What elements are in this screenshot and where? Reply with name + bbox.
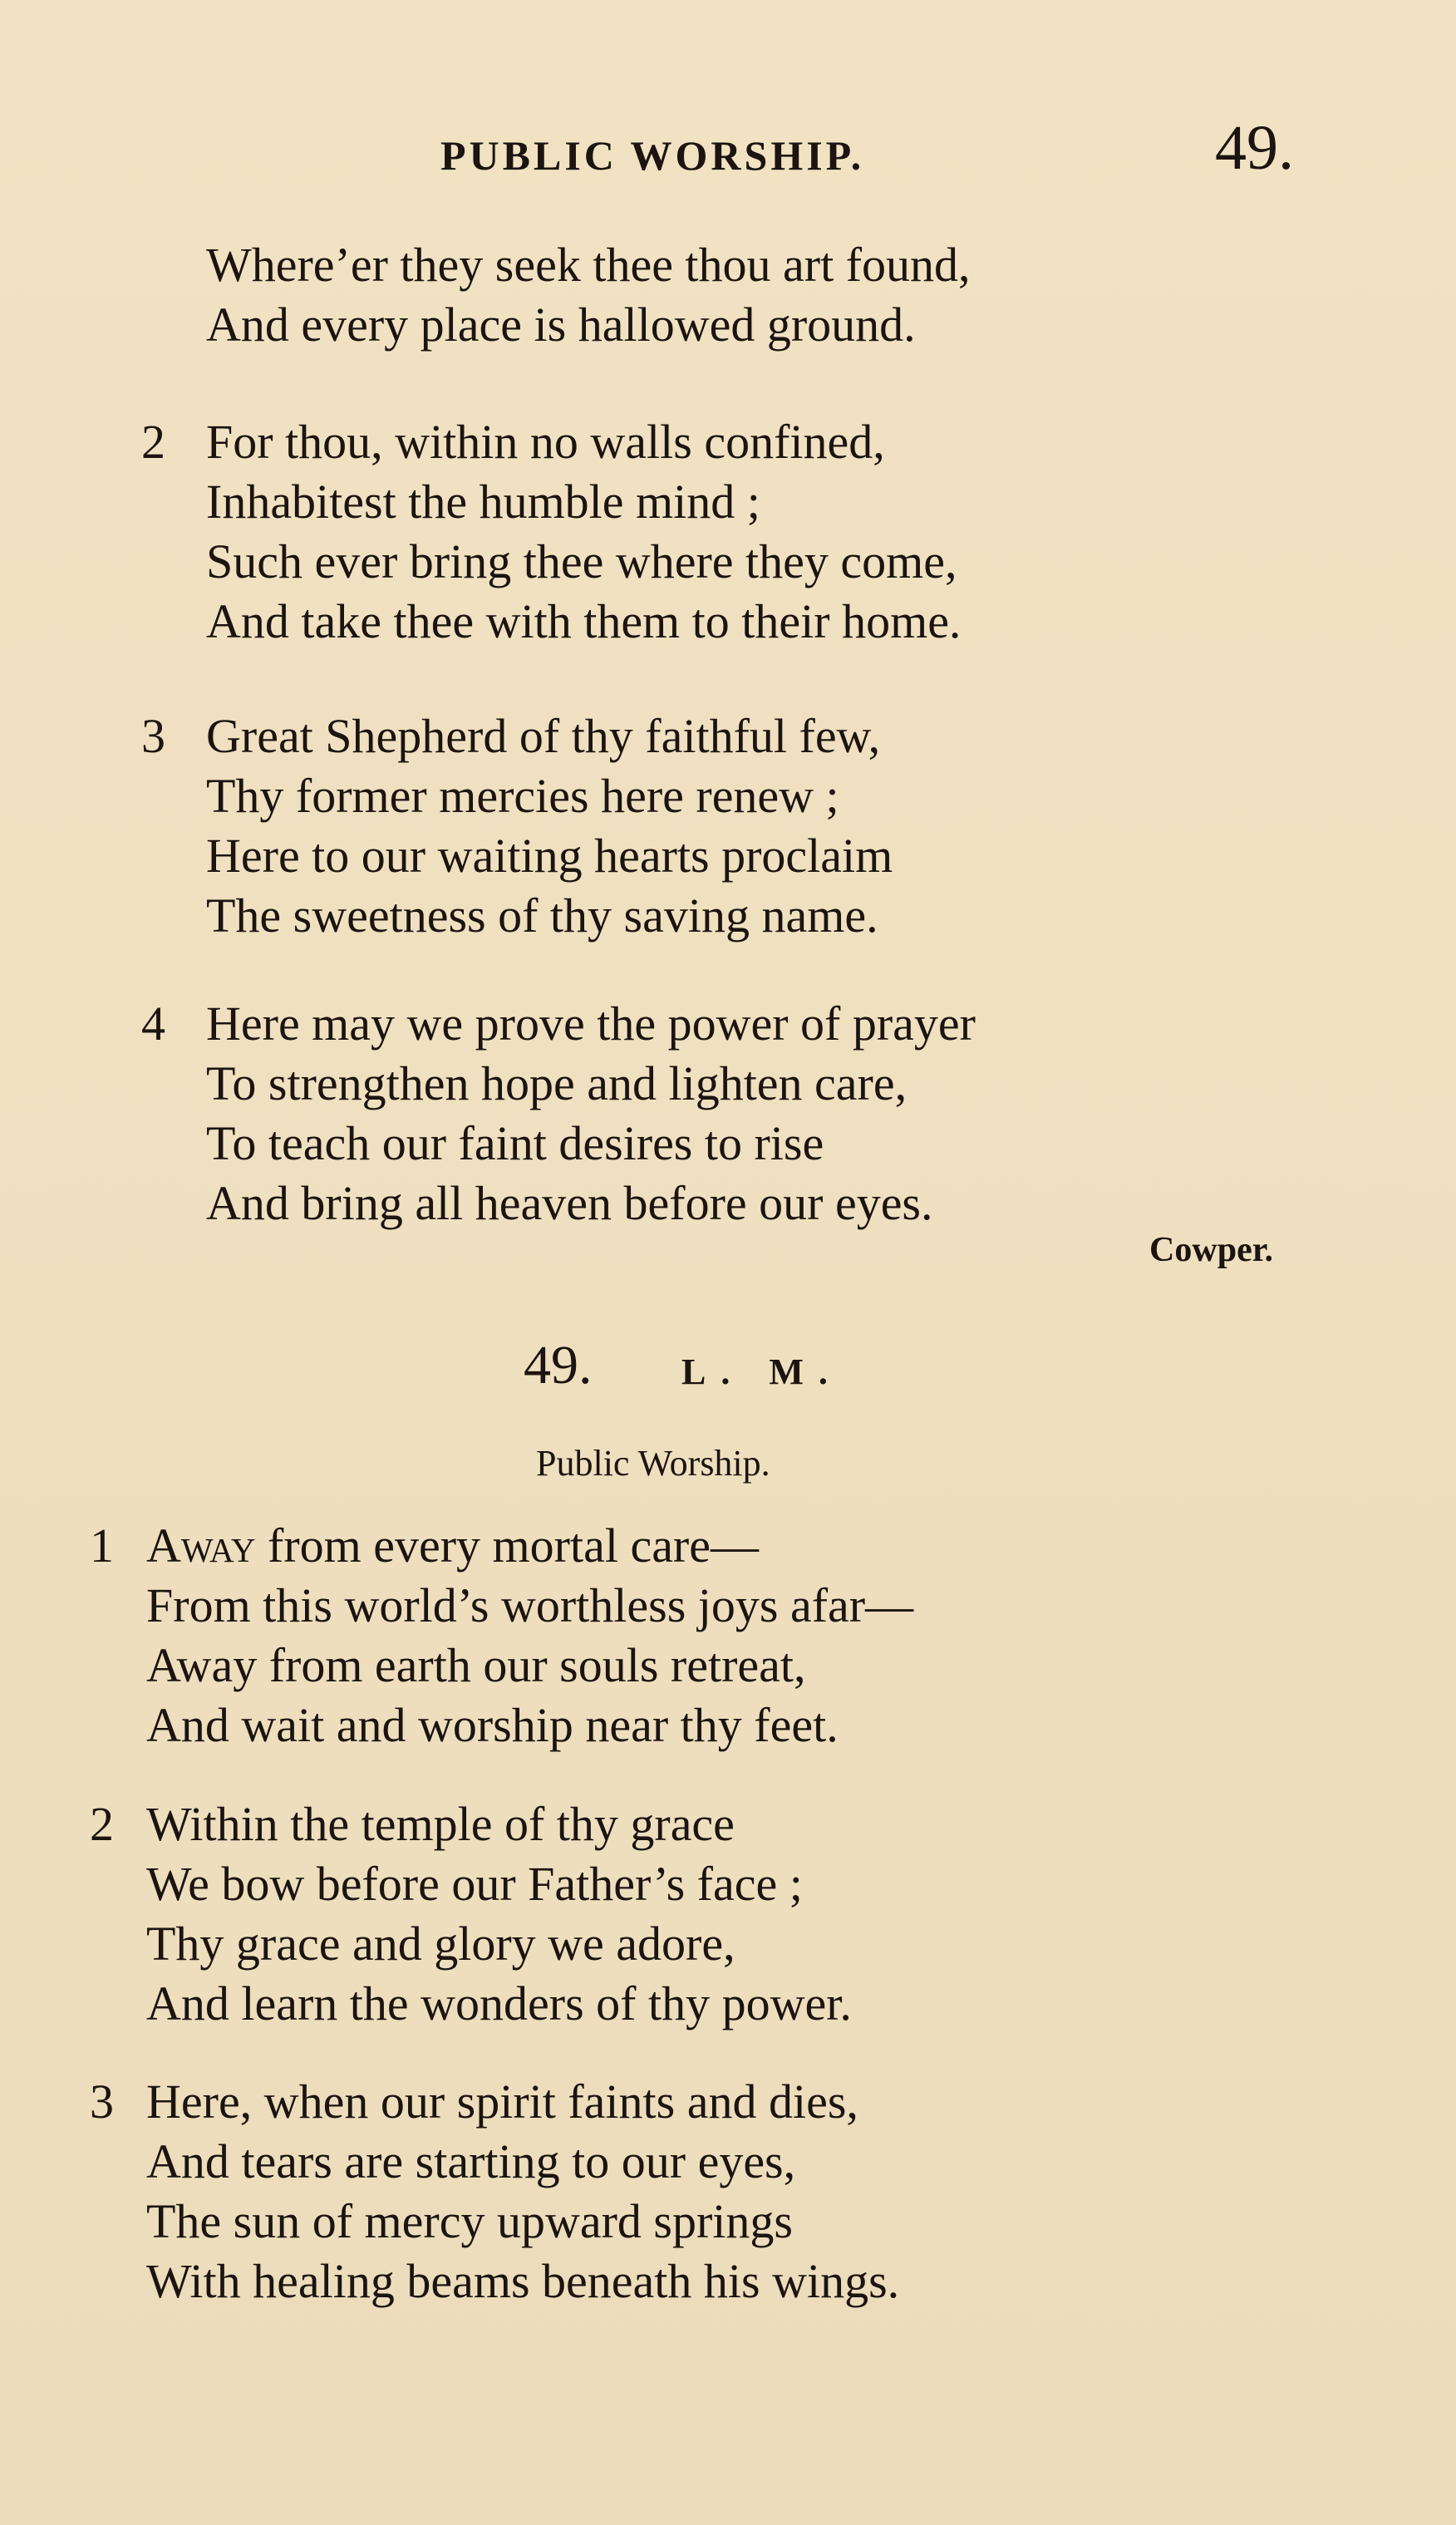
verse-line: The sweetness of thy saving name. [206,888,878,943]
verse-line: Where’er they seek thee thou art found, [206,238,971,292]
verse-number: 2 [90,1797,114,1851]
running-header: PUBLIC WORSHIP. [440,132,865,179]
verse-line: For thou, within no walls confined, [206,415,885,469]
verse-number: 2 [141,415,165,469]
verse-line: And every place is hallowed ground. [206,298,916,352]
first-line-rest: from every mortal care— [255,1518,759,1573]
author-attribution: Cowper. [1149,1231,1273,1269]
verse-line: Inhabitest the humble mind ; [206,475,760,529]
verse-line: Away from earth our souls retreat, [146,1638,806,1692]
verse-number: 3 [90,2075,114,2129]
verse-line: And learn the wonders of thy power. [146,1976,852,2030]
verse-line: To strengthen hope and lighten care, [206,1056,908,1110]
verse-line: Such ever bring thee where they come, [206,534,957,588]
verse-line: We bow before our Father’s face ; [146,1857,803,1911]
verse-line: And tears are starting to our eyes, [146,2134,796,2188]
verse-line: Great Shepherd of thy faithful few, [206,709,881,763]
hymn-number: 49. [524,1335,593,1395]
verse-first-line [146,1517,759,1575]
verse-line: Here may we prove the power of prayer [206,997,976,1051]
hymn-meter: L. M. [681,1351,843,1392]
verse-line: Here to our waiting hearts proclaim [206,829,893,883]
verse-line: From this world’s worthless joys afar— [146,1578,914,1632]
verse-line: Thy grace and glory we adore, [146,1917,735,1971]
verse-number: 3 [141,709,165,763]
verse-line: Thy former mercies here renew ; [206,769,839,823]
verse-line: Here, when our spirit faints and dies, [146,2075,858,2129]
verse-line: Within the temple of thy grace [146,1797,735,1851]
verse-number: 1 [90,1518,114,1573]
verse-line: With healing beams beneath his wings. [146,2254,900,2308]
verse-line: And wait and worship near thy feet. [146,1698,839,1752]
verse-number: 4 [141,997,165,1051]
verse-line: To teach our faint desires to rise [206,1116,824,1170]
page-number: 49. [1215,113,1294,183]
hymn-subtitle: Public Worship. [536,1443,770,1484]
verse-line: And take thee with them to their home. [206,594,962,648]
verse-line: The sun of mercy upward springs [146,2194,793,2248]
first-word: Away [146,1518,256,1573]
verse-line: And bring all heaven before our eyes. [206,1176,933,1230]
